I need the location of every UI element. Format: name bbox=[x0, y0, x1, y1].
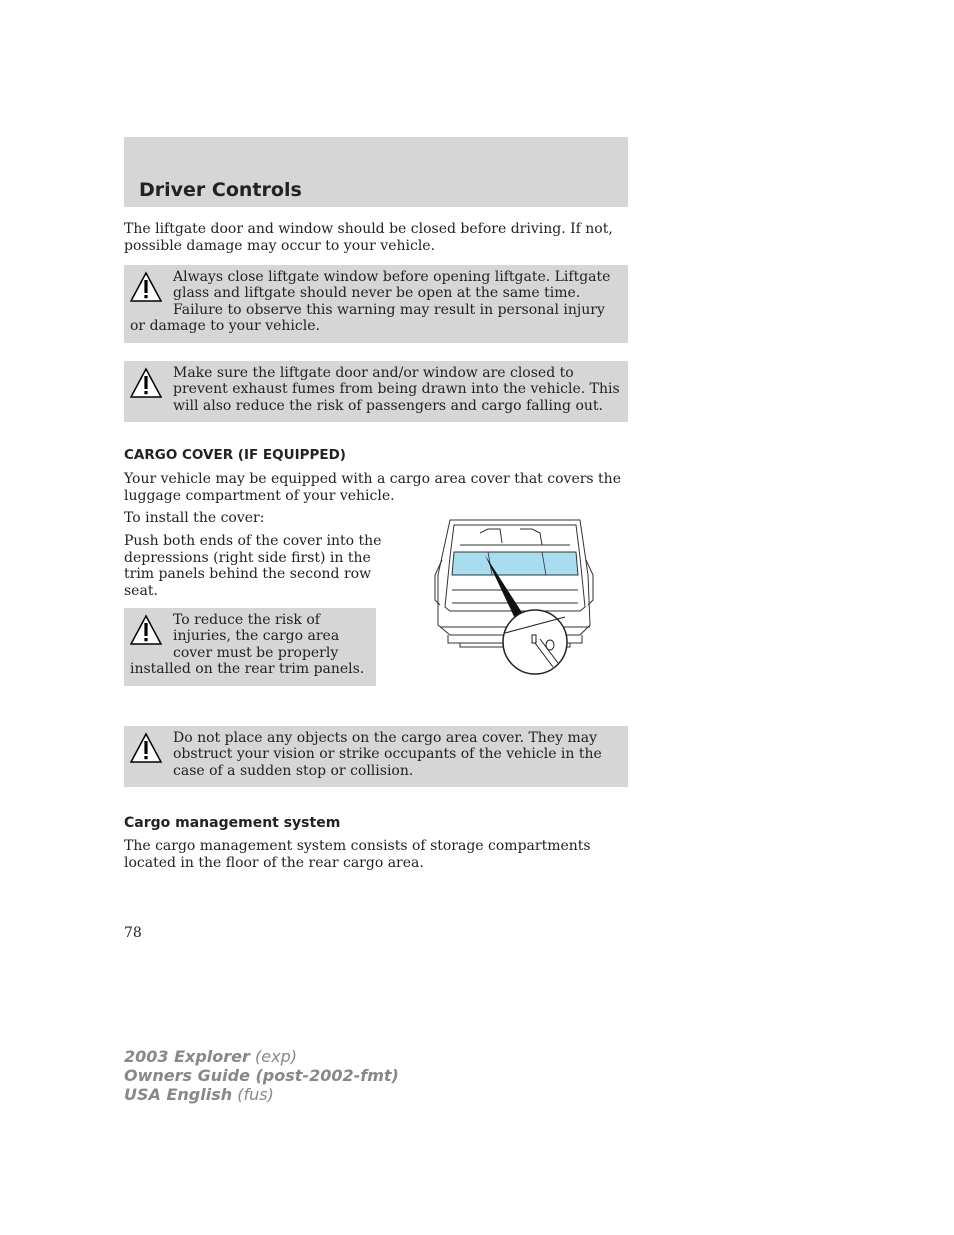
cargo-cover-paragraph: Your vehicle may be equipped with a cargo area cover that covers the luggage compartment of your vehicle. bbox=[124, 471, 621, 504]
intro-paragraph: The liftgate door and window should be closed before driving. If not, possible damage may occur to your vehicle. bbox=[124, 221, 613, 254]
footer-line-2 bbox=[124, 1066, 399, 1085]
warning-icon bbox=[130, 614, 162, 646]
footer-line-1 bbox=[124, 1047, 399, 1066]
footer-language: USA English bbox=[124, 1085, 233, 1104]
warning-text: Do not place any objects on the cargo area cover. They may obstruct your vision or strike occupants of the vehicle in the case of a sudden stop or collision. bbox=[173, 730, 602, 779]
cargo-management-heading: Cargo management system bbox=[124, 815, 341, 831]
footer-guide: Owners Guide (post-2002-fmt) bbox=[124, 1066, 399, 1085]
footer-model-code: (exp) bbox=[255, 1047, 297, 1066]
warning-text: To reduce the risk of injuries, the cargo area cover must be properly installed on the rear trim panels. bbox=[130, 612, 365, 677]
warning-text: Make sure the liftgate door and/or window are closed to prevent exhaust fumes from being drawn into the vehicle. This will also reduce the risk of passengers and cargo falling out. bbox=[173, 365, 620, 414]
warning-box bbox=[124, 726, 628, 787]
cargo-cover-illustration bbox=[430, 515, 600, 680]
footer-language-code: (fus) bbox=[237, 1085, 274, 1104]
warning-icon bbox=[130, 271, 162, 303]
cargo-management-paragraph: The cargo management system consists of storage compartments located in the floor of the rear cargo area. bbox=[124, 838, 591, 871]
footer-line-3 bbox=[124, 1085, 399, 1104]
warning-box bbox=[124, 265, 628, 343]
section-title: Driver Controls bbox=[139, 179, 302, 201]
warning-box bbox=[124, 608, 376, 686]
warning-icon bbox=[130, 732, 162, 764]
section-header bbox=[124, 137, 628, 207]
page-number: 78 bbox=[124, 925, 142, 941]
document-footer bbox=[124, 1047, 399, 1104]
cargo-cover-heading: CARGO COVER (IF EQUIPPED) bbox=[124, 447, 346, 463]
warning-text: Always close liftgate window before opening liftgate. Liftgate glass and liftgate should never be open at the same time. Failure to observe this warning may result in personal injury or damage to your vehicle. bbox=[130, 269, 611, 334]
install-instructions: Push both ends of the cover into the depressions (right side first) in the trim panels behind the second row seat. bbox=[124, 533, 382, 599]
footer-model: 2003 Explorer bbox=[124, 1047, 250, 1066]
warning-icon bbox=[130, 367, 162, 399]
warning-box bbox=[124, 361, 628, 422]
install-intro: To install the cover: bbox=[124, 510, 265, 526]
